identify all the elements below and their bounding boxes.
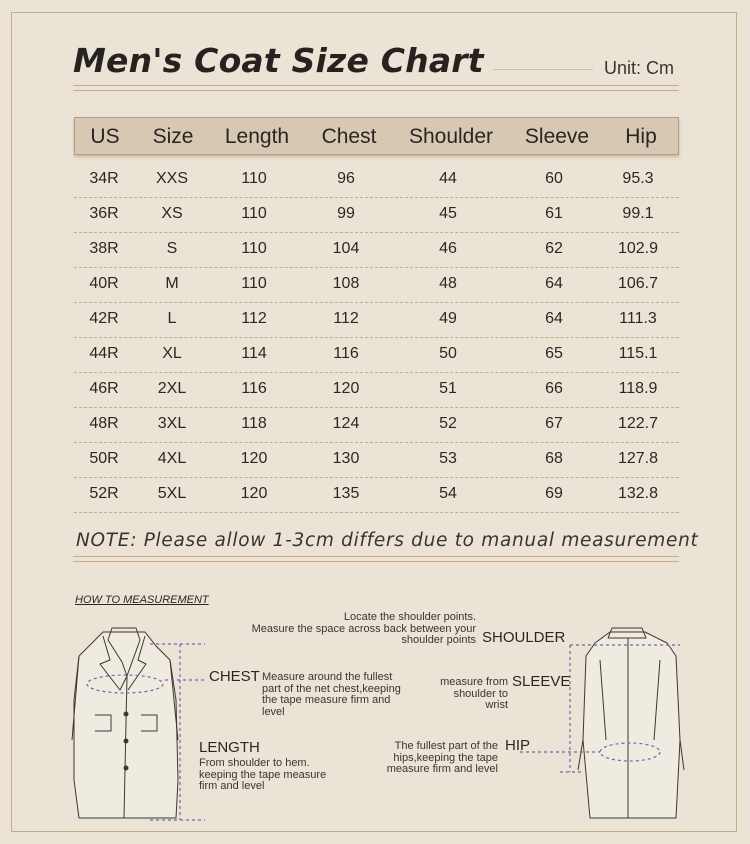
cell-us: 42R <box>89 310 119 327</box>
cell-shoulder: 48 <box>439 275 457 292</box>
length-desc-line: From shoulder to hem. <box>199 757 310 769</box>
shoulder-desc-line: Measure the space across back between your <box>251 622 476 635</box>
cell-us: 52R <box>89 485 119 502</box>
cell-hip: 111.3 <box>619 310 657 327</box>
front-coat-drawing <box>72 628 178 818</box>
cell-us: 44R <box>89 345 119 362</box>
cell-shoulder: 44 <box>439 170 457 187</box>
cell-chest: 135 <box>332 485 360 502</box>
cell-us: 40R <box>89 275 119 292</box>
cell-hip: 102.9 <box>617 240 659 257</box>
measurement-note: NOTE: Please allow 1-3cm differs due to manual measurement <box>76 530 699 551</box>
cell-length: 110 <box>241 170 267 187</box>
column-header-us: US <box>90 125 120 148</box>
column-header-size: Size <box>152 125 194 148</box>
chest-desc-line: Measure around the fullest <box>262 671 393 683</box>
cell-chest: 124 <box>332 415 360 432</box>
cell-shoulder: 53 <box>439 450 457 467</box>
cell-size: 5XL <box>157 485 187 502</box>
cell-size: XL <box>162 345 182 362</box>
cell-us: 48R <box>89 415 119 432</box>
how-to-heading: HOW TO MEASUREMENT <box>75 594 209 606</box>
chart-title: Men's Coat Size Chart <box>73 41 484 80</box>
cell-sleeve: 68 <box>545 450 563 467</box>
unit-label: Unit: Cm <box>604 58 675 78</box>
cell-length: 114 <box>241 345 267 362</box>
cell-length: 110 <box>241 240 267 257</box>
cell-size: 2XL <box>157 380 187 397</box>
hip-desc-line: The fullest part of the <box>394 740 498 752</box>
cell-shoulder: 49 <box>439 310 457 327</box>
cell-shoulder: 46 <box>439 240 457 257</box>
length-desc-line: keeping the tape measure <box>199 768 327 781</box>
cell-shoulder: 52 <box>439 415 457 432</box>
cell-hip: 99.1 <box>622 205 654 222</box>
cell-sleeve: 67 <box>545 415 563 432</box>
chest-desc-line: part of the net chest,keeping <box>262 682 401 695</box>
cell-length: 120 <box>240 485 268 502</box>
column-header-length: Length <box>224 125 290 148</box>
sleeve-desc-line: shoulder to <box>453 687 508 700</box>
sleeve-description <box>428 677 508 712</box>
shoulder-description <box>236 612 476 647</box>
hip-label: HIP <box>505 737 531 754</box>
cell-hip: 122.7 <box>617 415 659 432</box>
cell-chest: 116 <box>333 345 359 362</box>
cell-hip: 106.7 <box>617 275 659 292</box>
back-coat-drawing <box>578 628 684 818</box>
cell-hip: 127.8 <box>617 450 659 467</box>
length-description <box>199 758 349 793</box>
cell-length: 118 <box>241 415 267 432</box>
cell-chest: 99 <box>337 205 355 222</box>
column-header-chest: Chest <box>321 125 377 148</box>
cell-size: XXS <box>155 170 189 187</box>
hip-desc-line: hips,keeping the tape <box>393 751 498 764</box>
cell-sleeve: 61 <box>545 205 563 222</box>
cell-us: 50R <box>89 450 119 467</box>
cell-size: 4XL <box>157 450 187 467</box>
hip-description <box>368 741 498 776</box>
cell-length: 110 <box>241 275 267 292</box>
cell-shoulder: 51 <box>439 380 457 397</box>
cell-sleeve: 64 <box>545 275 563 292</box>
chest-description <box>262 672 422 718</box>
length-desc-line: firm and level <box>199 780 265 792</box>
cell-size: XS <box>161 205 183 222</box>
cell-us: 34R <box>89 170 119 187</box>
chest-desc-line: the tape measure firm and <box>262 694 391 706</box>
sleeve-desc-line: measure from <box>440 676 508 688</box>
hip-desc-line: measure firm and level <box>386 763 498 775</box>
cell-us: 46R <box>89 380 119 397</box>
cell-hip: 132.8 <box>617 485 659 502</box>
sleeve-desc-line: wrist <box>485 699 508 711</box>
column-header-sleeve: Sleeve <box>524 125 590 148</box>
chest-desc-line: level <box>262 705 285 718</box>
cell-sleeve: 62 <box>545 240 563 257</box>
cell-hip: 115.1 <box>618 345 658 362</box>
shoulder-label: SHOULDER <box>482 629 566 646</box>
cell-shoulder: 50 <box>439 345 457 362</box>
cell-sleeve: 64 <box>545 310 563 327</box>
cell-length: 112 <box>241 310 267 327</box>
cell-hip: 118.9 <box>618 380 658 397</box>
column-header-hip: Hip <box>625 125 657 148</box>
cell-sleeve: 65 <box>545 345 563 362</box>
cell-sleeve: 66 <box>545 380 563 397</box>
cell-size: L <box>167 310 177 327</box>
cell-size: M <box>165 275 179 292</box>
cell-chest: 130 <box>332 450 360 467</box>
cell-sleeve: 60 <box>545 170 563 187</box>
cell-hip: 95.3 <box>622 170 654 187</box>
cell-us: 36R <box>89 205 119 222</box>
cell-length: 120 <box>240 450 268 467</box>
column-header-shoulder: Shoulder <box>408 125 494 148</box>
cell-sleeve: 69 <box>545 485 563 502</box>
cell-size: 3XL <box>157 415 187 432</box>
cell-chest: 120 <box>332 380 360 397</box>
shoulder-desc-line: Locate the shoulder points. <box>343 611 476 623</box>
cell-chest: 104 <box>332 240 360 257</box>
cell-chest: 108 <box>332 275 360 292</box>
cell-length: 110 <box>241 205 267 222</box>
cell-length: 116 <box>241 380 267 397</box>
chest-label: CHEST <box>209 668 260 685</box>
cell-size: S <box>166 240 178 257</box>
sleeve-label: SLEEVE <box>512 673 571 690</box>
cell-shoulder: 54 <box>439 485 457 502</box>
cell-chest: 96 <box>337 170 355 187</box>
cell-chest: 112 <box>333 310 359 327</box>
cell-shoulder: 45 <box>439 205 457 222</box>
cell-us: 38R <box>89 240 119 257</box>
length-label: LENGTH <box>199 739 260 756</box>
shoulder-desc-line: shoulder points <box>401 634 476 646</box>
